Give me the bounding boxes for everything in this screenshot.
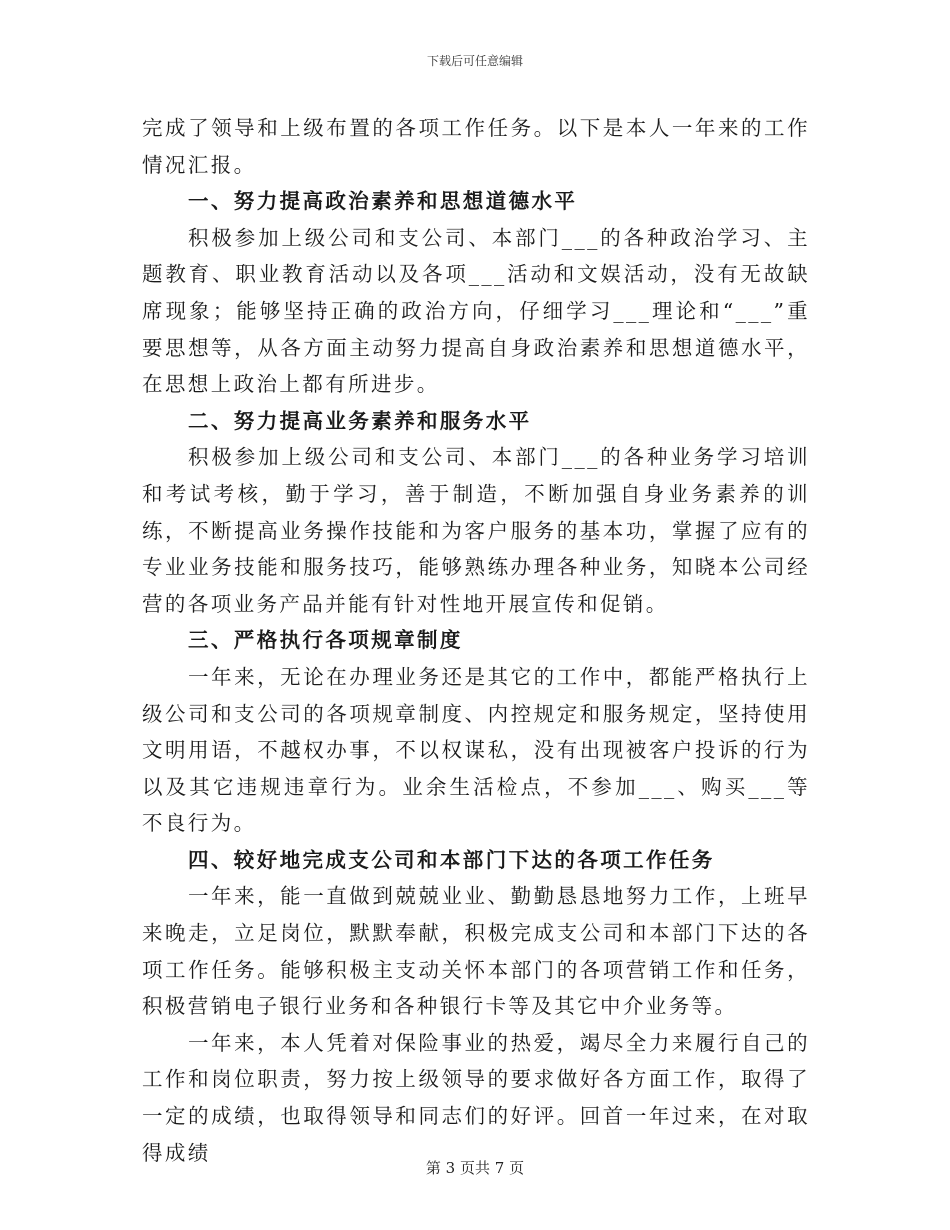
document-body	[142, 110, 810, 1171]
paragraph-section-2: 积极参加上级公司和支公司、本部门___的各种业务学习培训和考试考核，勤于学习，善于制造，不断加强自身业务素养的训练，不断提高业务操作技能和为客户服务的基本功，掌握了应有的专业业务技能和服务技巧，能够熟练办理各种业务，知晓本公司经营的各项业务产品并能有针对性地开展宣传和促销。	[142, 445, 810, 616]
page-header: 下载后可任意编辑	[426, 54, 523, 68]
section-heading-3: 三、严格执行各项规章制度	[188, 628, 463, 653]
paragraph-summary: 一年来，本人凭着对保险事业的热爱，竭尽全力来履行自己的工作和岗位职责，努力按上级领导的要求做好各方面工作，取得了一定的成绩，也取得领导和同志们的好评。回首一年过来，在对取得成绩	[142, 1030, 810, 1165]
page-number-footer: 第 3 页共 7 页	[425, 1159, 525, 1177]
paragraph-section-1: 积极参加上级公司和支公司、本部门___的各种政治学习、主题教育、职业教育活动以及各项___活动和文娱活动，没有无故缺席现象；能够坚持正确的政治方向，仔细学习___理论和“___”重要思想等，从各方面主动努力提高自身政治素养和思想道德水平，在思想上政治上都有所进步。	[142, 225, 810, 397]
section-heading-2: 二、努力提高业务素养和服务水平	[188, 408, 532, 433]
paragraph-intro: 完成了领导和上级布置的各项工作任务。以下是本人一年来的工作情况汇报。	[142, 116, 810, 177]
section-heading-1: 一、努力提高政治素养和思想道德水平	[188, 189, 578, 214]
paragraph-section-3: 一年来，无论在办理业务还是其它的工作中，都能严格执行上级公司和支公司的各项规章制度、内控规定和服务规定，坚持使用文明用语，不越权办事，不以权谋私，没有出现被客户投诉的行为以及其它违规违章行为。业余生活检点，不参加___、购买___等不良行为。	[142, 664, 810, 836]
paragraph-section-4: 一年来，能一直做到兢兢业业、勤勤恳恳地努力工作，上班早来晚走，立足岗位，默默奉献，积极完成支公司和本部门下达的各项工作任务。能够积极主支动关怀本部门的各项营销工作和任务，积极营销电子银行业务和各种银行卡等及其它中介业务等。	[142, 884, 810, 1019]
section-heading-4: 四、较好地完成支公司和本部门下达的各项工作任务	[188, 847, 715, 872]
